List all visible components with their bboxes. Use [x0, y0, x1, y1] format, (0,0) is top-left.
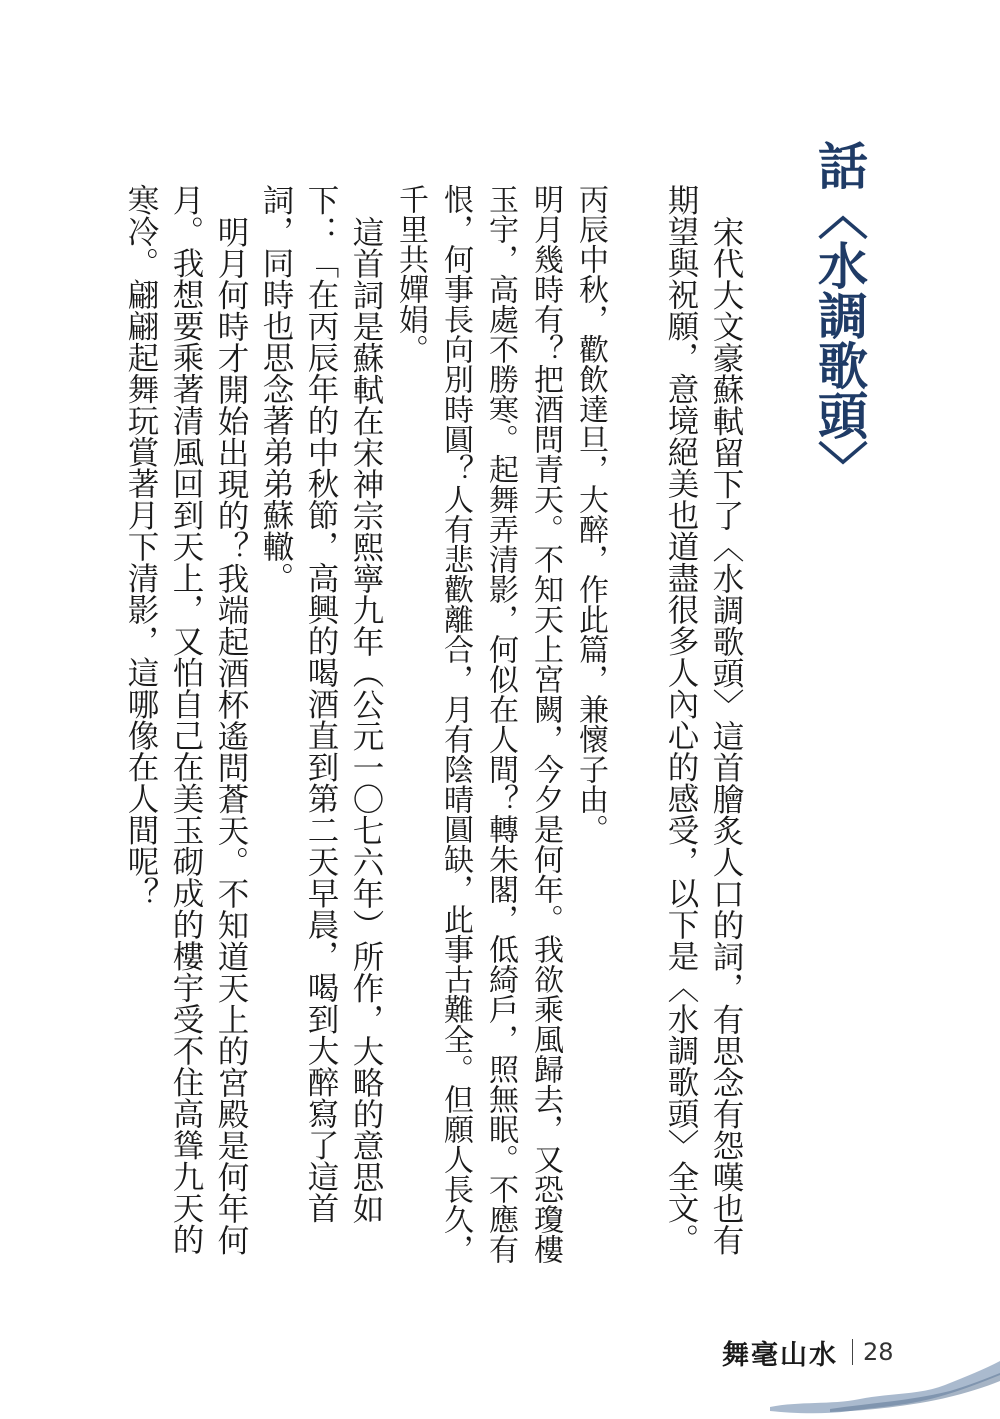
chapter-title: 話〈水調歌頭〉 [810, 140, 869, 490]
poem-preface: 丙辰中秋，歡飲達旦，大醉，作此篇，兼懷子由。 [573, 184, 608, 844]
page-number: 28 [863, 1338, 894, 1366]
poem-text: 明月幾時有？把酒問青天。不知天上宮闕，今夕是何年。我欲乘風歸去，又恐瓊樓玉宇，高處不勝寒。起舞弄清影，何似在人間？轉朱閣，低綺戶，照無眠。不應有恨，何事長向別時圓？人有悲歡離合，月有陰晴圓缺，此事古難全。但願人長久，千里共嬋娟。 [393, 184, 563, 1264]
book-title: 舞毫山水 [722, 1339, 838, 1371]
paragraph-translation: 明月何時才開始出現的？我端起酒杯遙問蒼天。不知道天上的宮殿是何年何月。我想要乘著清風回到天上，又怕自己在美玉砌成的樓宇受不住高聳九天的寒冷。翩翩起舞玩賞著月下清影，這哪像在人間呢？ [123, 184, 249, 1255]
ink-brush-stroke-icon [770, 1355, 1000, 1419]
paragraph-intro: 宋代大文豪蘇軾留下了〈水調歌頭〉這首膾炙人口的詞，有思念有怨嘆也有期望與祝願，意境絕美也道盡很多人內心的感受，以下是〈水調歌頭〉全文。 [663, 184, 744, 1255]
body-text [118, 184, 748, 1264]
paragraph-context: 這首詞是蘇軾在宋神宗熙寧九年（公元一〇七六年）所作，大略的意思如下：「在丙辰年的中秋節，高興的喝酒直到第二天早晨，喝到大醉寫了這首詞，同時也思念著弟弟蘇轍。 [258, 184, 384, 1224]
